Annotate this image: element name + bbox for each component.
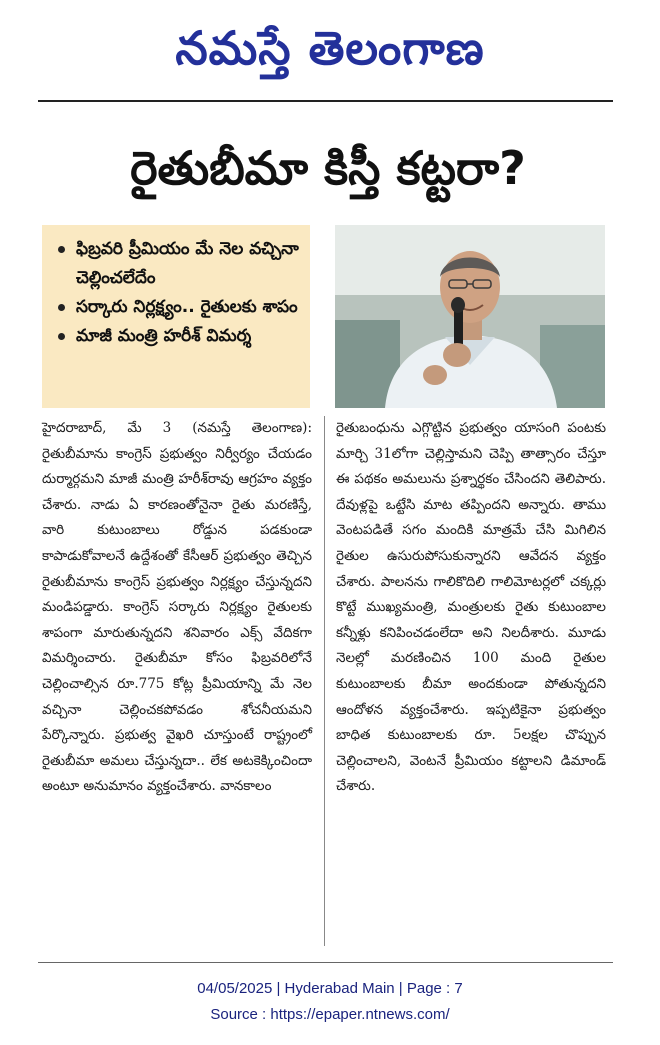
highlight-item (58, 293, 300, 322)
body-column-left: హైదరాబాద్, మే 3 (నమస్తే తెలంగాణ): రైతుబీమాను కాంగ్రెస్ ప్రభుత్వం నిర్వీర్యం చేయడం దుర్మార్గమని మాజీ మంత్రి హరీశ్‌రావు ఆగ్రహం వ్యక్తం చేశారు. నాడు ఏ కారణంతోనైనా రైతు మరణిస్తే, వారి కుటుంబాలు రోడ్డున పడకుండా కాపాడుకోవాలనే ఉద్దేశంతో కేసీఆర్ ప్రభుత్వం తెచ్చిన రైతుబీమాను కాంగ్రెస్ ప్రభుత్వం నిర్లక్ష్యం చేస్తున్నదని మండిపడ్డారు. కాంగ్రెస్ సర్కారు నిర్లక్ష్యం రైతులకు శాపంగా మారుతున్నదని శనివారం ఎక్స్ వేదికగా విమర్శించారు. రైతుబీమా కోసం ఫిబ్రవరిలోనే చెల్లించాల్సిన రూ.775 కోట్ల ప్రీమియాన్ని మే నెల వచ్చినా చెల్లించకపోవడం శోచనీయమని పేర్కొన్నారు. ప్రభుత్వ వైఖరి చూస్తుంటే రాష్ట్రంలో రైతుబీమా అమలు చేస్తున్నదా.. లేక అటకెక్కించిందా అంటూ అనుమానం వ్యక్తంచేశారు. వానకాలం (42, 420, 312, 795)
highlight-text: మాజీ మంత్రి హరీశ్ విమర్శ (76, 326, 252, 346)
edition-info: 04/05/2025 | Hyderabad Main | Page : 7 (197, 980, 463, 997)
highlight-item (58, 235, 300, 293)
highlight-text: సర్కారు నిర్లక్ష్యం.. రైతులకు శాపం (76, 297, 298, 317)
bullet-icon (58, 246, 65, 253)
source-link[interactable]: Source : https://epaper.ntnews.com/ (210, 1006, 450, 1023)
newspaper-masthead: నమస్తే తెలంగాణ (175, 21, 485, 75)
bullet-icon (58, 333, 65, 340)
masthead-divider (38, 100, 613, 102)
column-divider (324, 416, 325, 946)
highlights-box (42, 225, 310, 408)
article-body (42, 416, 606, 946)
highlights-list (42, 225, 310, 351)
speaker-photo-illustration (335, 225, 605, 408)
highlight-item (58, 322, 300, 351)
article-headline: రైతుబీమా కిస్తీ కట్టరా? (130, 141, 526, 195)
highlight-text: ఫిబ్రవరి ప్రీమియం మే నెల వచ్చినా చెల్లించలేదేం (76, 239, 299, 288)
bullet-icon (58, 304, 65, 311)
article-photo (335, 225, 605, 408)
footer-divider (38, 962, 613, 963)
body-column-right: రైతుబంధును ఎగ్గొట్టిన ప్రభుత్వం యాసంగి పంటకు మార్చి 31లోగా చెల్లిస్తామని చెప్పి తాత్సారం చేస్తూ ఈ పథకం అమలును ప్రశ్నార్థకం చేసిందని తెలిపారు. దేవుళ్లపై ఒట్టేసి మాట తప్పిందని అన్నారు. తాము వెంటపడితే సగం మందికి మాత్రమే చేసి మిగిలిన రైతుల ఉసురుపోసుకున్నారని ఆవేదన వ్యక్తం చేశారు. పాలనను గాలికొదిలి గాలిమోటర్లలో చక్కర్లు కొట్టే ముఖ్యమంత్రి, మంత్రులకు రైతు కుటుంబాల కన్నీళ్లు కనిపించడంలేదా అని నిలదీశారు. మూడు నెలల్లో మరణించిన 100 మంది రైతుల కుటుంబాలకు బీమా అందకుండా పోతున్నదని ఆందోళన వ్యక్తంచేశారు. ఇప్పటికైనా ప్రభుత్వం బాధిత కుటుంబాలకు రూ. 5లక్షల చొప్పున చెల్లించాలని, వెంటనే ప్రీమియం కట్టాలని డిమాండ్ చేశారు. (336, 420, 606, 795)
